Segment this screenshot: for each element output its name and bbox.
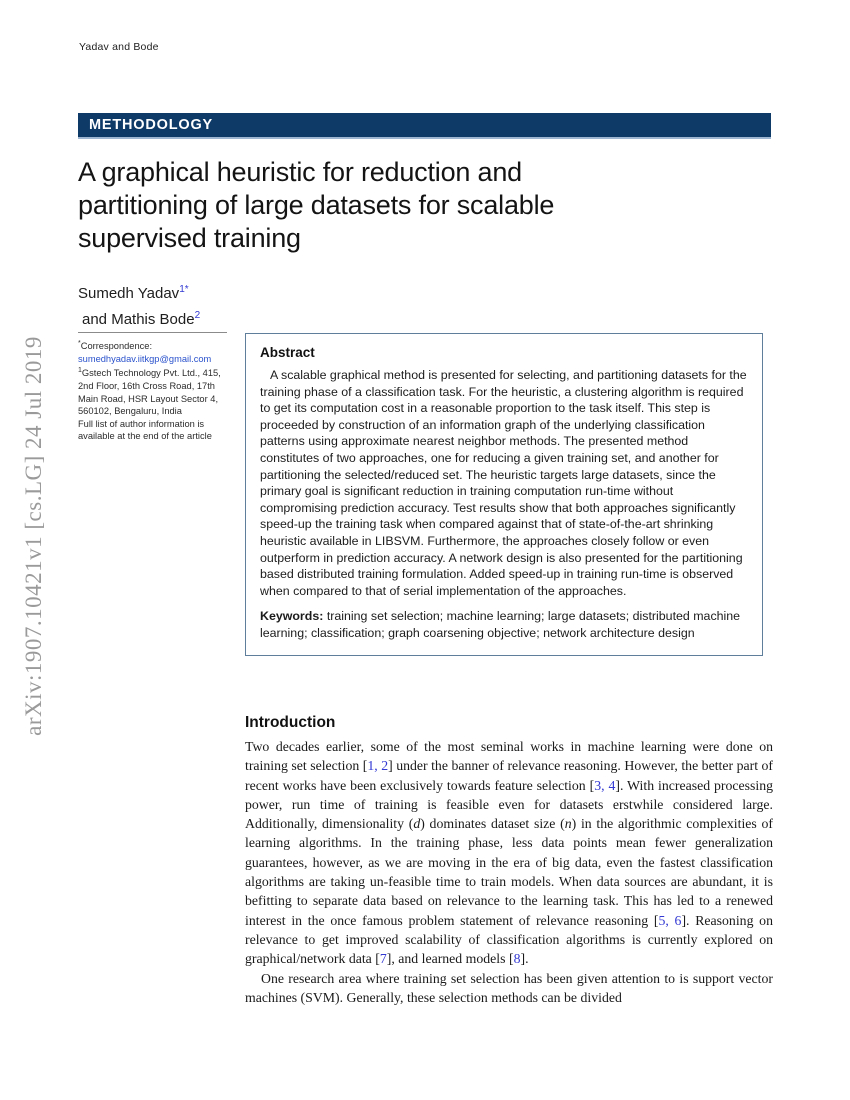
running-header (79, 41, 159, 53)
citation-link[interactable]: 7 (379, 951, 387, 967)
author-1-name: Sumedh Yadav (78, 285, 180, 302)
arxiv-watermark: arXiv:1907.10421v1 [cs.LG] 24 Jul 2019 (21, 336, 46, 736)
abstract-box (245, 333, 763, 656)
keywords-label: Keywords: (260, 609, 324, 624)
text-run: ] under the banner of relevance reasoning. However, the better part of recent works have been exclusively towards feature selection [ (245, 758, 774, 793)
methodology-banner (78, 113, 771, 139)
author-2 (78, 305, 200, 331)
citation-link[interactable]: 1, 2 (367, 758, 389, 774)
introduction-section (245, 714, 773, 1007)
text-run: ]. (520, 951, 529, 967)
abstract-heading: Abstract (260, 345, 315, 360)
banner-label: METHODOLOGY (89, 117, 213, 133)
math-symbol: d (413, 816, 421, 832)
text-run: ) in the algorithmic complexities of learning algorithms. In the training phase, less data points mean fewer generalization guarantees, however, as we are moving in the era of big data, even the fastest classification algorithms are taking un-feasible time to train models. When data sources are abundant, it is befitting to separate data based on relevance to the learning task. This has led to a renewed interest in the once famous problem statement of relevance reasoning [ (245, 816, 773, 928)
author-block (78, 279, 200, 331)
correspondence-label-line (78, 338, 227, 353)
correspondence-label: Correspondence: (80, 341, 153, 352)
affiliation-mark: 1 (78, 367, 82, 375)
text-run: ) dominates dataset size ( (420, 816, 565, 832)
correspondence-email-link[interactable]: sumedhyadav.iitkgp@gmail.com (78, 353, 212, 364)
introduction-paragraph-2: One research area where training set selection has been given attention to is support vector machines (SVM). Generally, these selection methods can be divided (245, 970, 773, 1005)
affiliation-text: Gstech Technology Pvt. Ltd., 415, 2nd Floor, 16th Cross Road, 17th Main Road, HSR Layout Sector 4, 560102, Bengaluru, India (78, 368, 221, 417)
math-symbol: n (564, 816, 572, 832)
author-2-affiliation-mark[interactable]: 2 (194, 310, 201, 321)
abstract-body: A scalable graphical method is presented for selecting, and partitioning datasets for the training phase of a classification task. For the heuristic, a clustering algorithm is required to get its computation cost in a reasonable proportion to the task itself. This step is proceeded by construction of an information graph of the underlying classification patterns using approximate nearest neighbor methods. The presented method constitutes of two approaches, one for reducing a given training set, and another for partitioning the selected/reduced set. The heuristic targets large datasets, since the primary goal is significant reduction in training computation run-time without compromising prediction accuracy. Test results show that both approaches significantly speed-up the training task when compared against that of state-of-the-art shrinking heuristic available in LIBSVM. Furthermore, the approaches closely follow or even outperform in prediction accuracy. A network design is also presented for the partitioning based distributed training formulation. Added speed-up in training run-time is observed when compared to that of serial implementation of the approaches. (260, 368, 747, 598)
author-2-prefix: and (82, 311, 112, 328)
author-1-affiliation-mark[interactable]: 1* (179, 284, 189, 295)
author-info-note: Full list of author information is available at the end of the article (78, 418, 212, 442)
keywords-paragraph (260, 608, 748, 641)
citation-link[interactable]: 3, 4 (594, 777, 616, 793)
introduction-heading: Introduction (245, 714, 336, 731)
sidebar-divider (78, 332, 227, 333)
affiliation-line (78, 365, 227, 417)
text-run: ]. With increased processing power, run time of training is feasible even for datasets erstwhile considered large. Additionally, dimensionality ( (245, 777, 773, 832)
keywords-text: training set selection; machine learning; large datasets; distributed machine learning; classification; graph coarsening objective; network architecture design (260, 609, 741, 640)
correspondence-email-line (78, 353, 227, 366)
citation-link[interactable]: 8 (513, 951, 521, 967)
introduction-paragraph-1 (245, 737, 773, 969)
correspondence-asterisk: * (78, 340, 81, 347)
author-1 (78, 279, 200, 305)
text-run: ], and learned models [ (386, 951, 514, 967)
citation-link[interactable]: 5, 6 (658, 912, 682, 928)
author-2-name: Mathis Bode (111, 311, 195, 328)
paper-title: A graphical heuristic for reduction and partitioning of large datasets for scalable supervised training (78, 157, 555, 253)
correspondence-block (78, 332, 227, 443)
running-header-text: Yadav and Bode (79, 41, 159, 53)
text-run: ]. Reasoning on relevance to get improved scalability of classification algorithms is currently explored on graphical/network data [ (245, 912, 773, 967)
text-run: Two decades earlier, some of the most seminal works in machine learning were done on training set selection [ (245, 739, 773, 774)
